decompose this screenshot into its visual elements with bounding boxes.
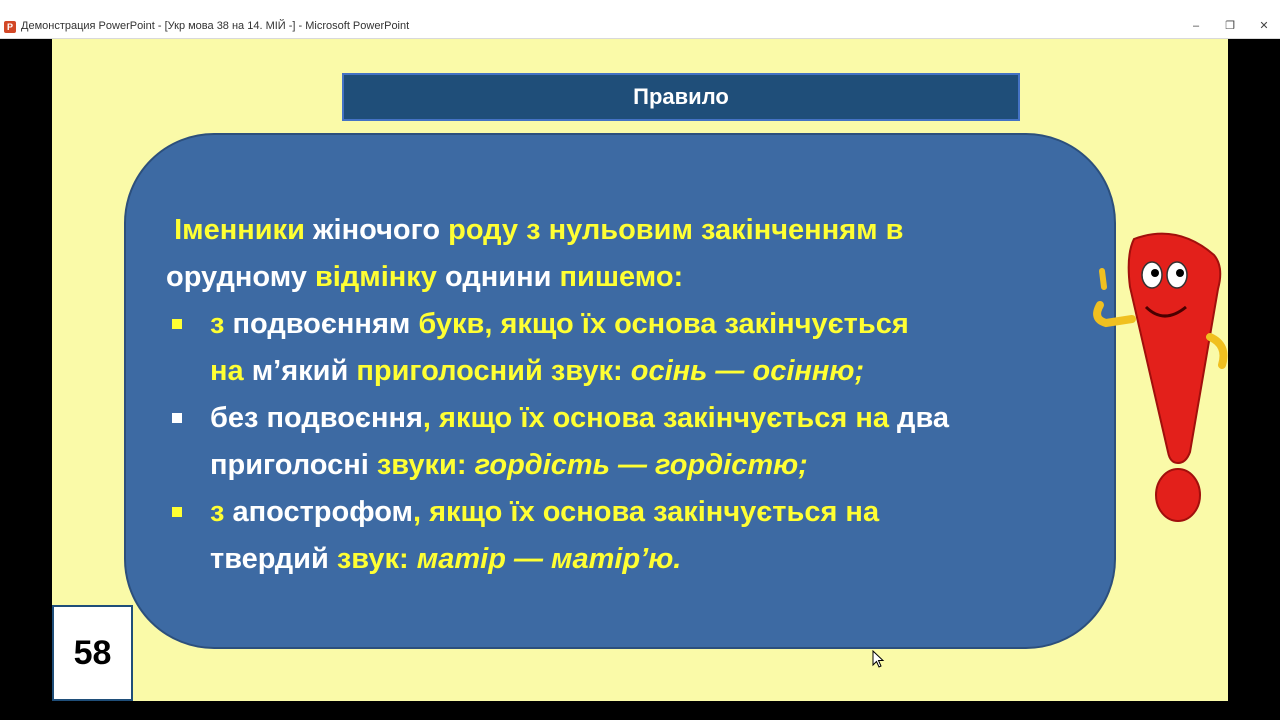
rule-word: роду з нульовим закінченням в — [448, 214, 904, 246]
rule-word: однини — [436, 261, 560, 293]
rule-line-1 — [166, 207, 1086, 254]
rule-word: букв, якщо їх основа закінчується — [418, 308, 909, 340]
bullet-square-icon — [172, 413, 182, 423]
rule-word: звук: — [336, 543, 417, 575]
rule-bullet-1 — [166, 301, 1086, 348]
rule-word: без подвоєння — [210, 402, 423, 434]
rule-bullet-1-cont — [166, 348, 1086, 395]
rule-bullet-3 — [166, 489, 1086, 536]
rule-word: твердий — [210, 543, 337, 575]
rule-example: гордість — гордістю; — [474, 449, 808, 481]
rule-word: приголосні — [210, 449, 377, 481]
rule-bullet-2-cont — [166, 442, 1086, 489]
window-titlebar — [0, 0, 1280, 39]
rule-word: звуки: — [376, 449, 475, 481]
mouse-cursor-icon — [872, 650, 886, 670]
rule-word: відмінку — [314, 261, 437, 293]
rule-word: подвоєнням — [224, 308, 419, 340]
rule-text — [166, 207, 1086, 583]
page-number: 58 — [52, 605, 133, 701]
rule-word: орудному — [166, 261, 315, 293]
rule-bullet-3-cont — [166, 536, 1086, 583]
rule-word: з — [210, 496, 225, 528]
rule-word: пишемо: — [559, 261, 684, 293]
close-button[interactable]: ✕ — [1259, 20, 1269, 32]
bullet-square-icon — [172, 507, 182, 517]
minimize-button[interactable]: – — [1192, 20, 1200, 32]
rule-line-2 — [166, 254, 1086, 301]
rule-word: м’який — [243, 355, 357, 387]
rule-word: з — [210, 308, 225, 340]
bullet-square-icon — [172, 319, 182, 329]
rule-word: приголосний звук: — [356, 355, 631, 387]
slide-header: Правило — [342, 73, 1020, 121]
rule-example: матір — матір’ю. — [416, 543, 682, 575]
rule-example: осінь — осінню; — [630, 355, 865, 387]
restore-button[interactable]: ❐ — [1225, 20, 1235, 32]
window-title: Демонстрация PowerPoint - [Укр мова 38 на 14. МІЙ -] - Microsoft PowerPoint — [21, 20, 410, 32]
rule-word: , якщо їх основа закінчується на — [413, 496, 880, 528]
exclamation-mascot-icon — [1082, 227, 1228, 527]
rule-word: два — [889, 402, 950, 434]
rule-bullet-2 — [166, 395, 1086, 442]
rule-word: апострофом — [224, 496, 413, 528]
rule-word: Іменники — [174, 214, 305, 246]
rule-word: жіночого — [304, 214, 449, 246]
powerpoint-app-icon: P — [4, 21, 16, 33]
slide[interactable] — [52, 39, 1228, 701]
rule-box — [124, 133, 1116, 649]
rule-word: , якщо їх основа закінчується на — [422, 402, 889, 434]
rule-word: на — [210, 355, 244, 387]
